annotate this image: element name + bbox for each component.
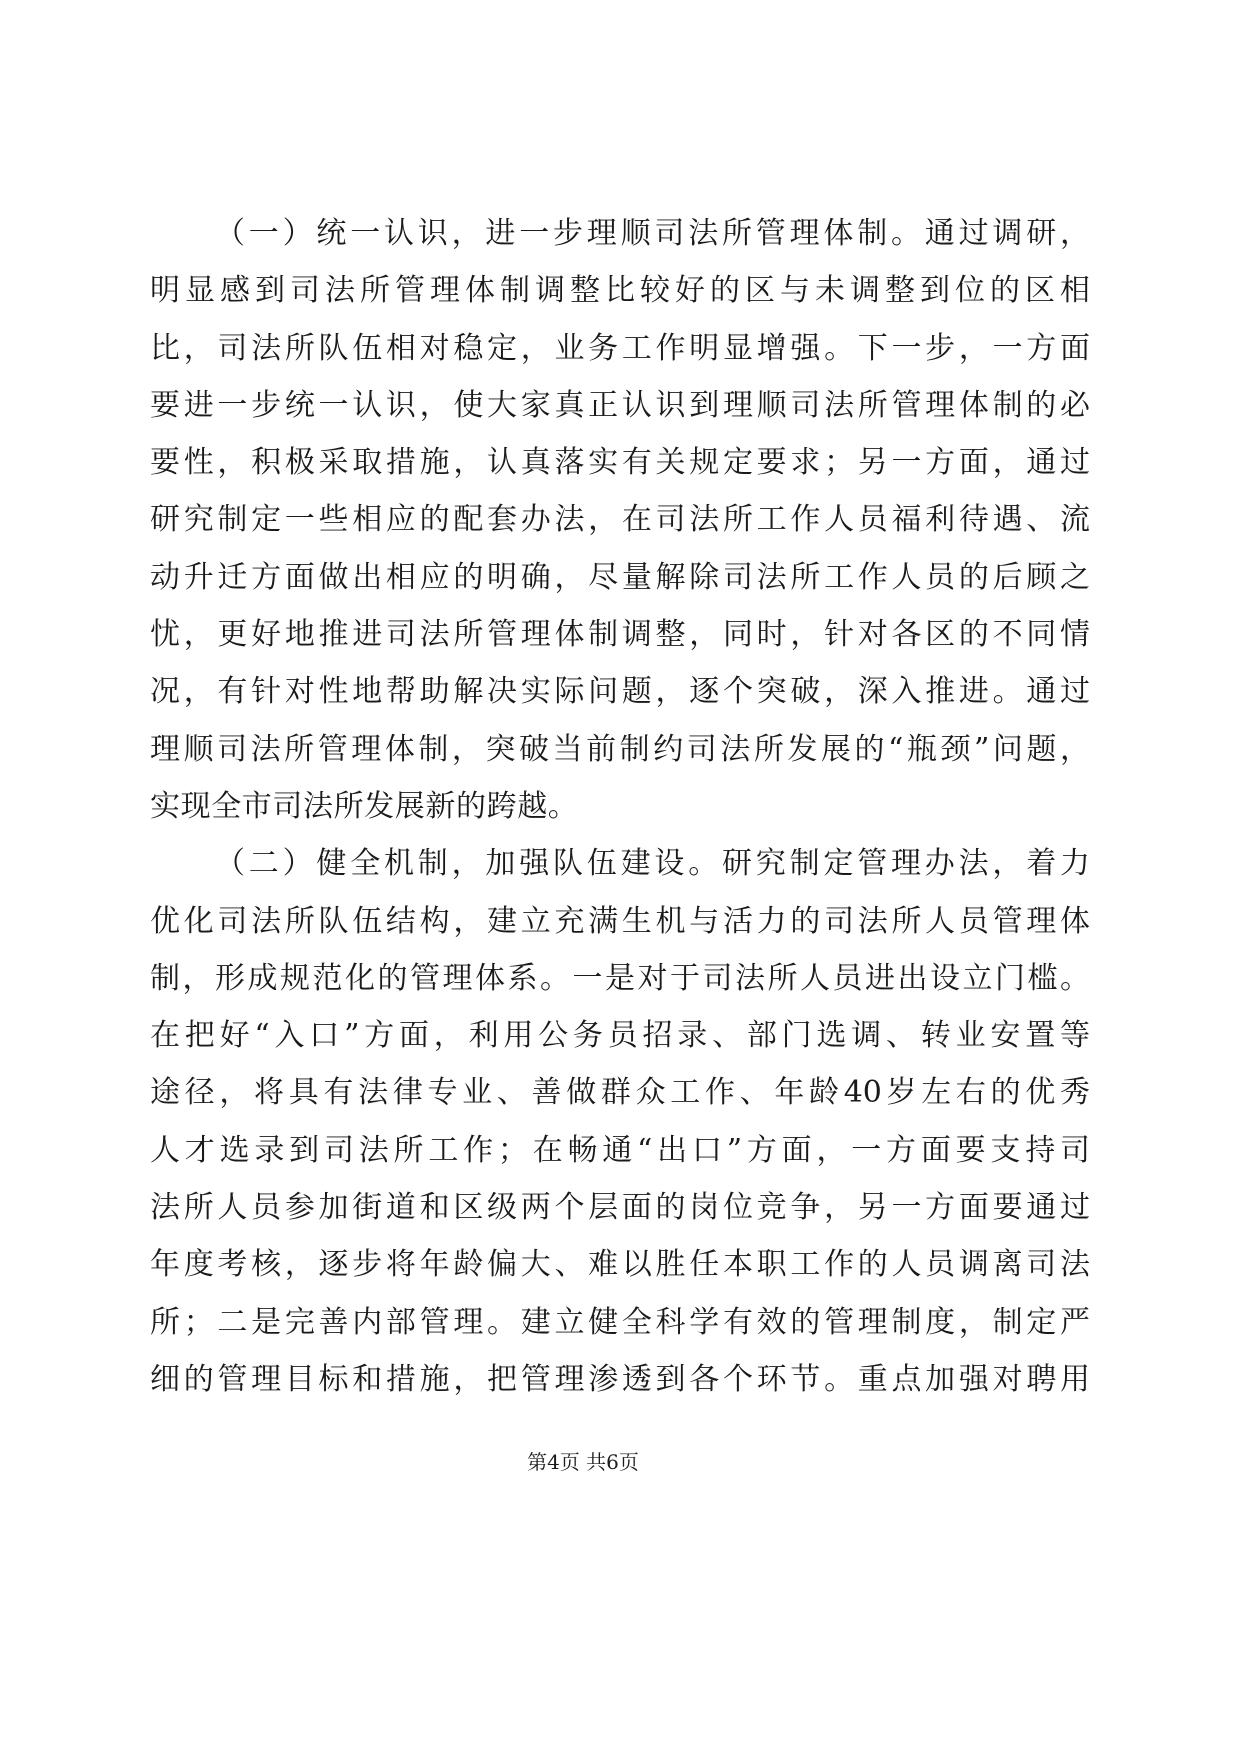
text-line: 制，形成规范化的管理体系。一是对于司法所人员进出设立门槛。 <box>150 960 1090 996</box>
text-line: 人才选录到司法所工作；在畅通“出口”方面，一方面要支持司 <box>150 1132 1090 1168</box>
text-line: 比，司法所队伍相对稳定，业务工作明显增强。下一步，一方面 <box>150 330 1090 366</box>
text-line: 理顺司法所管理体制，突破当前制约司法所发展的“瓶颈”问题， <box>150 731 1090 767</box>
text-line: 况，有针对性地帮助解决实际问题，逐个突破，深入推进。通过 <box>150 674 1090 710</box>
text-line: 优化司法所队伍结构，建立充满生机与活力的司法所人员管理体 <box>150 903 1090 939</box>
page-footer <box>0 1448 1166 1476</box>
text-line: （二）健全机制，加强队伍建设。研究制定管理办法，着力 <box>215 846 1090 882</box>
paragraph-1 <box>150 205 1090 835</box>
text-line: 细的管理目标和措施，把管理渗透到各个环节。重点加强对聘用 <box>150 1361 1090 1397</box>
paragraph-2 <box>150 835 1090 1408</box>
text-line: 要进一步统一认识，使大家真正认识到理顺司法所管理体制的必 <box>150 387 1090 423</box>
text-line: 忧，更好地推进司法所管理体制调整，同时，针对各区的不同情 <box>150 617 1090 653</box>
text-line: 途径，将具有法律专业、善做群众工作、年龄40岁左右的优秀 <box>150 1075 1090 1111</box>
text-line: 研究制定一些相应的配套办法，在司法所工作人员福利待遇、流 <box>150 502 1090 538</box>
text-line: 年度考核，逐步将年龄偏大、难以胜任本职工作的人员调离司法 <box>150 1247 1090 1283</box>
text-line: 动升迁方面做出相应的明确，尽量解除司法所工作人员的后顾之 <box>150 559 1090 595</box>
text-line: 所；二是完善内部管理。建立健全科学有效的管理制度，制定严 <box>150 1304 1090 1340</box>
text-line: 明显感到司法所管理体制调整比较好的区与未调整到位的区相 <box>150 273 1090 309</box>
page-number-label: 第4页 共6页 <box>527 1450 639 1474</box>
text-line: 法所人员参加街道和区级两个层面的岗位竞争，另一方面要通过 <box>150 1190 1090 1226</box>
text-line: 在把好“入口”方面，利用公务员招录、部门选调、转业安置等 <box>150 1018 1090 1054</box>
text-line: 要性，积极采取措施，认真落实有关规定要求；另一方面，通过 <box>150 445 1090 481</box>
document-body <box>150 205 1090 1408</box>
text-line: 实现全市司法所发展新的跨越。 <box>150 788 579 824</box>
text-line: （一）统一认识，进一步理顺司法所管理体制。通过调研， <box>215 216 1090 251</box>
